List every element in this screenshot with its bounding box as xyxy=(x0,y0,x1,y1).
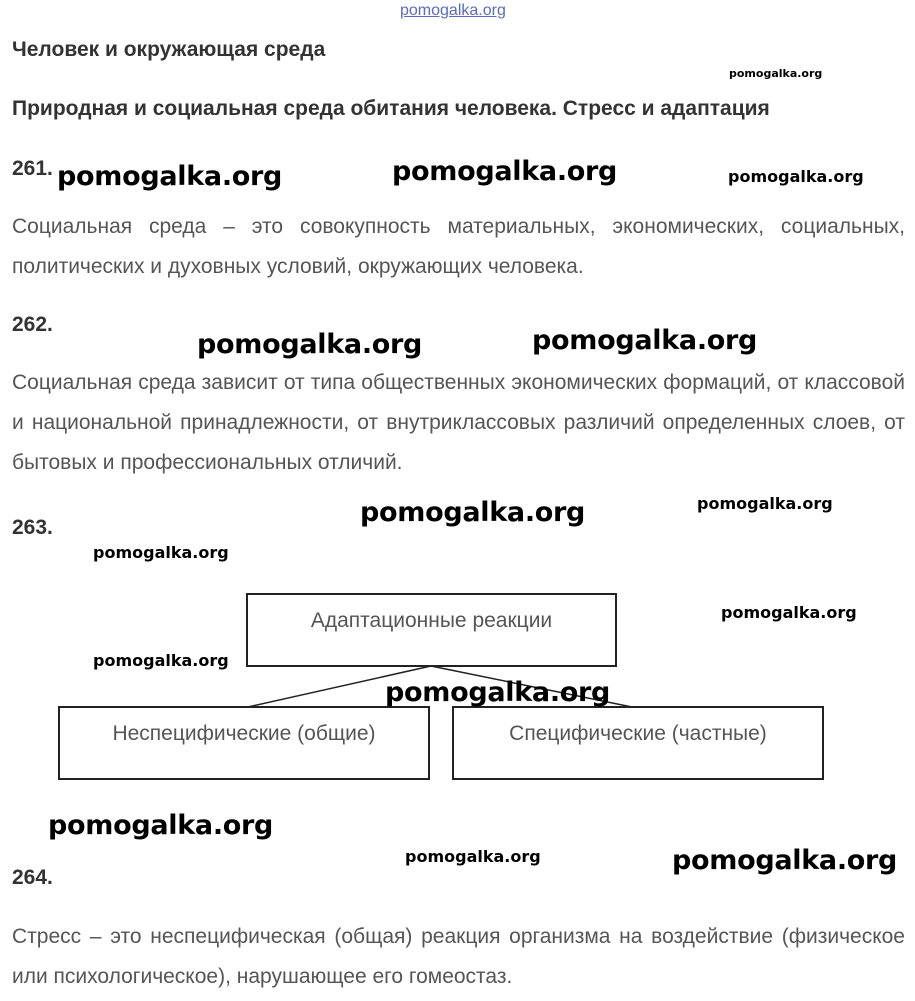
page-title: Человек и окружающая среда xyxy=(12,38,326,61)
section-title: Природная и социальная среда обитания человека. Стресс и адаптация xyxy=(12,97,770,120)
top-site-link[interactable]: pomogalka.org xyxy=(400,2,506,19)
watermark: pomogalka.org xyxy=(532,325,758,356)
diagram-root-label: Адаптационные реакции xyxy=(310,609,553,632)
task-text-261: Социальная среда – это совокупность материальных, экономических, социальных, политических и духовных условий, окружающих человека. xyxy=(12,215,905,278)
task-number-261: 261. xyxy=(12,157,53,180)
watermark: pomogalka.org xyxy=(392,156,618,187)
diagram-root-box xyxy=(246,593,617,667)
diagram-right-box xyxy=(452,706,824,780)
diagram-left-box xyxy=(58,706,430,780)
watermark: pomogalka.org xyxy=(385,677,611,708)
task-number-264: 264. xyxy=(12,866,53,889)
watermark: pomogalka.org xyxy=(360,497,586,528)
task-text-264: Стресс – это неспецифическая (общая) реакция организма на воздействие (физическое или психологическое), нарушающее его гомеостаз. xyxy=(12,925,905,988)
task-number-263: 263. xyxy=(12,516,53,539)
task-number-262: 262. xyxy=(12,313,53,336)
watermark: pomogalka.org xyxy=(48,810,274,841)
diagram-left-label: Неспецифические (общие) xyxy=(112,722,376,745)
watermark: pomogalka.org xyxy=(405,847,541,866)
watermark: pomogalka.org xyxy=(93,543,229,562)
watermark: pomogalka.org xyxy=(697,494,833,513)
watermark: pomogalka.org xyxy=(93,651,229,670)
diagram-right-label: Специфические (частные) xyxy=(509,722,767,745)
watermark: pomogalka.org xyxy=(729,67,823,80)
task-text-262: Социальная среда зависит от типа общественных экономических формаций, от классовой и национальной принадлежности, от внутриклассовых различий определенных слоев, от бытовых и профессиональных отличий. xyxy=(12,371,905,474)
watermark: pomogalka.org xyxy=(57,161,283,192)
watermark: pomogalka.org xyxy=(197,329,423,360)
watermark: pomogalka.org xyxy=(728,167,864,186)
watermark: pomogalka.org xyxy=(672,845,898,876)
watermark: pomogalka.org xyxy=(721,603,857,622)
